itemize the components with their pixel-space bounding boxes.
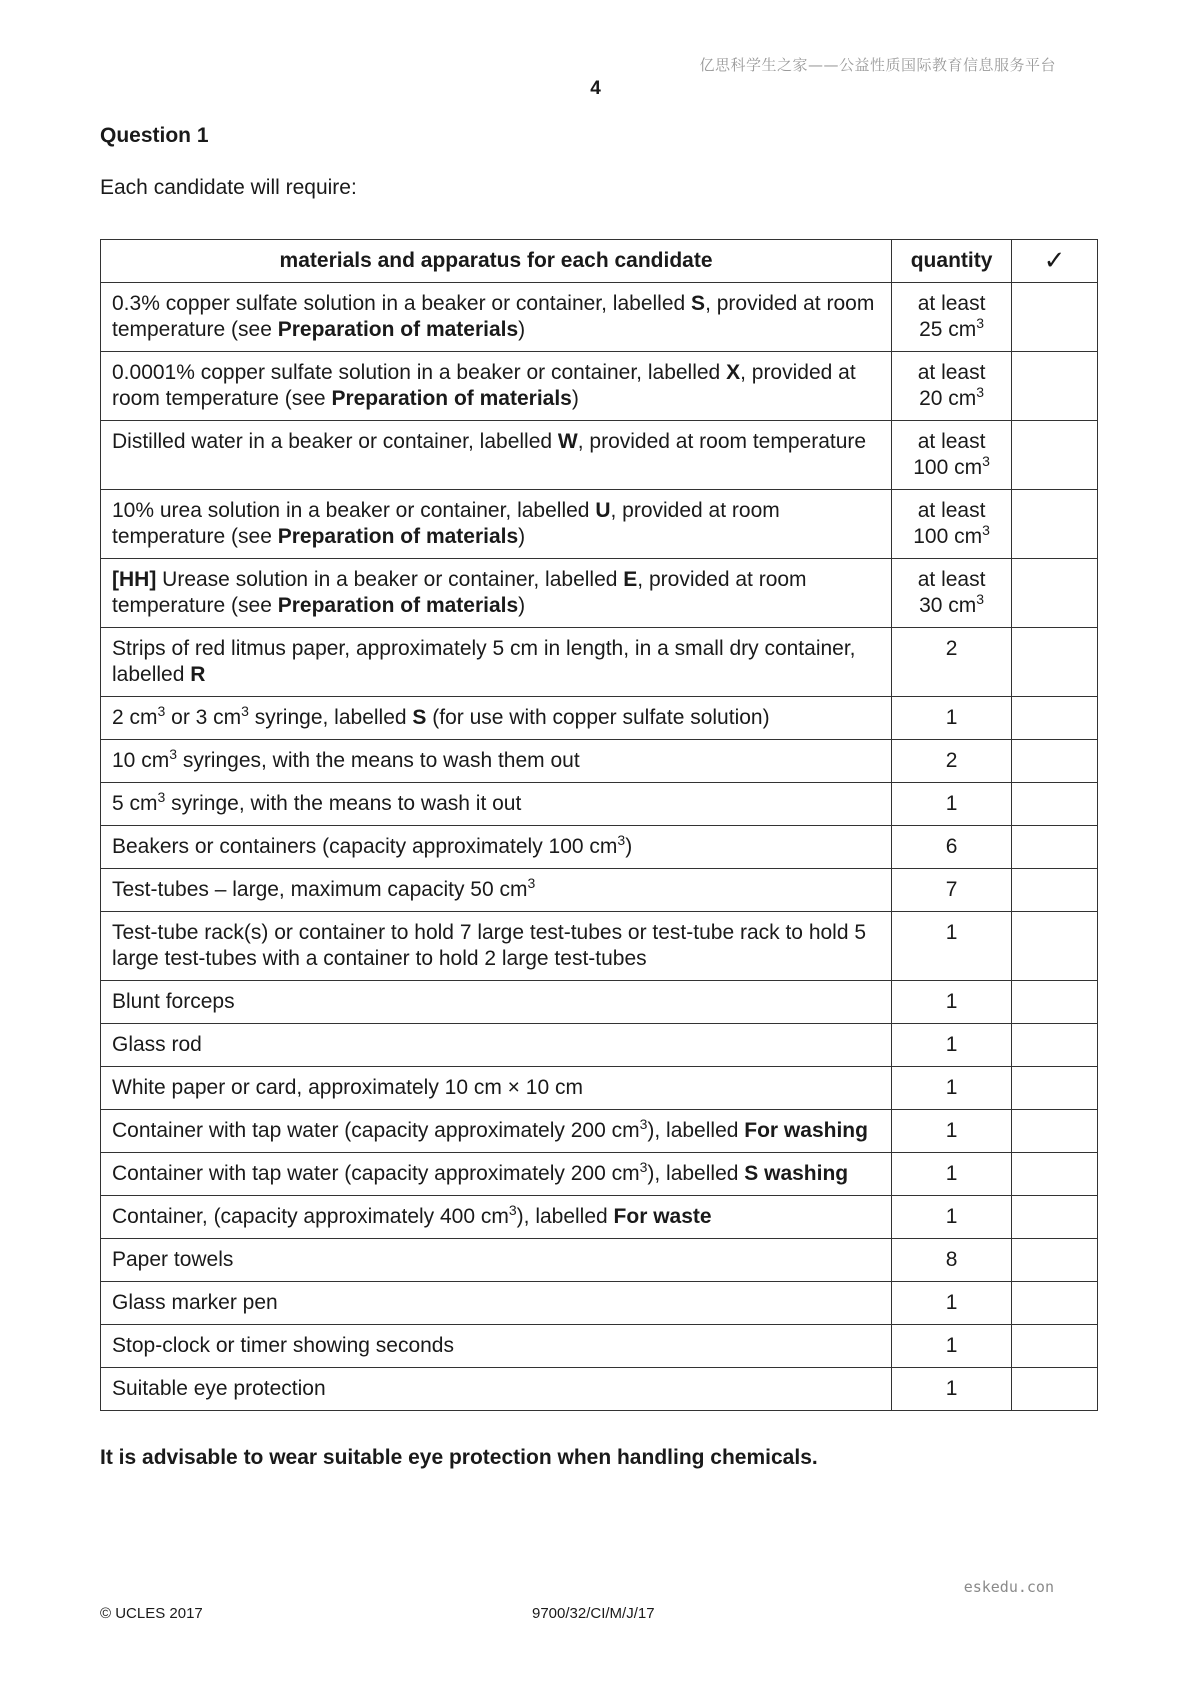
materials-table [100,239,1098,1411]
quantity-cell [892,1153,1012,1196]
text-segment: Test-tubes – large, maximum capacity 50 cm [112,878,528,901]
quantity-cell [892,1024,1012,1067]
text-segment: at least [917,499,986,522]
text-segment: 1 [945,706,958,729]
superscript: 3 [976,315,985,331]
item-cell [101,1024,892,1067]
item-cell [101,283,892,352]
text-segment: 1 [945,1334,958,1357]
item-cell [101,826,892,869]
check-cell [1012,421,1098,490]
table-row [101,697,1098,740]
text-segment: , provided at room temperature (see [112,499,780,548]
header-check [1012,240,1098,283]
check-cell [1012,628,1098,697]
check-cell [1012,559,1098,628]
quantity-cell [892,1239,1012,1282]
table-row [101,352,1098,421]
check-cell [1012,283,1098,352]
table-row [101,912,1098,981]
text-segment: Blunt forceps [112,990,235,1013]
text-segment: 20 cm [919,387,977,410]
check-cell [1012,1196,1098,1239]
quantity-cell [892,740,1012,783]
item-cell [101,869,892,912]
text-segment: 10% urea solution in a beaker or container, labelled [112,499,596,522]
quantity-cell [892,628,1012,697]
item-cell [101,1110,892,1153]
check-cell [1012,869,1098,912]
check-cell [1012,981,1098,1024]
text-segment: 2 [945,749,958,772]
check-cell [1012,740,1098,783]
text-segment: ) [571,387,579,410]
item-cell [101,1282,892,1325]
item-cell [101,783,892,826]
table-row [101,1024,1098,1067]
text-segment: Suitable eye protection [112,1377,326,1400]
text-segment: (for use with copper sulfate solution) [426,706,770,729]
quantity-cell [892,283,1012,352]
quantity-cell [892,352,1012,421]
table-row [101,1196,1098,1239]
check-cell [1012,1024,1098,1067]
item-cell [101,1196,892,1239]
table-row [101,1325,1098,1368]
text-segment: ) [625,835,633,858]
text-segment: ) [518,594,526,617]
text-segment: 1 [945,1162,958,1185]
item-cell [101,1153,892,1196]
bold-text: [HH] [112,568,157,591]
text-segment: 1 [945,1033,958,1056]
table-row [101,740,1098,783]
text-segment: Container with tap water (capacity approximately 200 cm [112,1119,640,1142]
table-row [101,1153,1098,1196]
quantity-cell [892,912,1012,981]
bold-text: Preparation of materials [331,387,572,410]
text-segment: Stop-clock or timer showing seconds [112,1334,454,1357]
text-segment: 0.3% copper sulfate solution in a beaker or container, labelled [112,292,692,315]
text-segment: Distilled water in a beaker or container, labelled [112,430,558,453]
table-row [101,559,1098,628]
text-segment: 1 [945,1291,958,1314]
item-cell [101,1325,892,1368]
item-cell [101,628,892,697]
superscript: 3 [241,703,249,719]
quantity-cell [892,869,1012,912]
table-row [101,1239,1098,1282]
text-segment: at least [917,568,986,591]
text-segment: at least [917,292,986,315]
text-segment: White paper or card, approximately 10 cm × 10 cm [112,1076,583,1099]
text-segment: Container, (capacity approximately 400 cm [112,1205,509,1228]
item-cell [101,981,892,1024]
bold-text: U [595,499,611,522]
footer-watermark: eskedu.con [963,1578,1054,1596]
table-row [101,981,1098,1024]
quantity-cell [892,490,1012,559]
text-segment: Test-tube rack(s) or container to hold 7 large test-tubes or test-tube rack to hold 5 large test-tubes with a container to hold 2 large test-tubes [112,921,867,970]
item-cell [101,1067,892,1110]
check-cell [1012,1325,1098,1368]
item-cell [101,912,892,981]
question-title: Question 1 [100,124,209,147]
superscript: 3 [157,703,166,719]
superscript: 3 [982,522,990,538]
item-cell [101,421,892,490]
table-row [101,628,1098,697]
item-cell [101,490,892,559]
quantity-cell [892,981,1012,1024]
check-cell [1012,1239,1098,1282]
table-row [101,490,1098,559]
table-row [101,783,1098,826]
superscript: 3 [976,591,985,607]
text-segment: Beakers or containers (capacity approximately 100 cm [112,835,618,858]
superscript: 3 [982,453,990,469]
bold-text: Preparation of materials [277,318,519,341]
text-segment: 7 [945,878,958,901]
text-segment: 1 [945,1076,958,1099]
text-segment: , provided at room temperature (see [112,292,875,341]
quantity-cell [892,559,1012,628]
superscript: 3 [527,875,536,891]
text-segment: ) [518,318,526,341]
bold-text: X [726,361,741,384]
check-mark-icon: ✓ [1043,244,1066,275]
intro-text: Each candidate will require: [100,176,357,199]
quantity-cell [892,1067,1012,1110]
check-cell [1012,697,1098,740]
check-cell [1012,912,1098,981]
text-segment: 25 cm [919,318,977,341]
text-segment: syringe, labelled [248,706,413,729]
page-number: 4 [590,78,601,99]
text-segment: syringe, with the means to wash it out [165,792,522,815]
bold-text: R [190,663,206,686]
bold-text: E [623,568,638,591]
text-segment: ), labelled [647,1119,745,1142]
check-cell [1012,1282,1098,1325]
quantity-cell [892,697,1012,740]
text-segment: Urease solution in a beaker or container, labelled [156,568,624,591]
text-segment: Glass rod [112,1033,202,1056]
text-segment: , provided at room temperature (see [112,568,807,617]
superscript: 3 [169,746,177,762]
item-cell [101,1368,892,1411]
text-segment: Glass marker pen [112,1291,278,1314]
superscript: 3 [976,384,985,400]
text-segment: 6 [945,835,958,858]
item-cell [101,740,892,783]
text-segment: 1 [945,792,958,815]
table-body [101,283,1098,1411]
quantity-cell [892,1325,1012,1368]
check-cell [1012,783,1098,826]
superscript: 3 [508,1202,517,1218]
bold-text: S washing [744,1162,849,1185]
text-segment: Paper towels [112,1248,234,1271]
text-segment: 1 [945,1205,958,1228]
table-row [101,1110,1098,1153]
item-cell [101,1239,892,1282]
text-segment: 1 [945,921,958,944]
quantity-cell [892,1196,1012,1239]
text-segment: 1 [945,1119,958,1142]
text-segment: , provided at room temperature (see [112,361,856,410]
text-segment: Strips of red litmus paper, approximately 5 cm in length, in a small dry container, labelled [112,637,856,686]
table-row [101,1067,1098,1110]
superscript: 3 [639,1116,648,1132]
text-segment: 5 cm [112,792,158,815]
text-segment: ), labelled [647,1162,745,1185]
text-segment: ), labelled [516,1205,614,1228]
text-segment: at least [917,361,986,384]
superscript: 3 [157,789,166,805]
header-materials: materials and apparatus for each candidate [101,240,892,283]
quantity-cell [892,1368,1012,1411]
text-segment: 1 [945,1377,958,1400]
quantity-cell [892,783,1012,826]
bold-text: W [557,430,578,453]
bold-text: S [412,706,427,729]
advisory-note: It is advisable to wear suitable eye protection when handling chemicals. [100,1446,818,1469]
text-segment: 2 [945,637,958,660]
bold-text: For washing [744,1119,868,1142]
text-segment: 8 [945,1248,958,1271]
text-segment: 100 cm [913,456,983,479]
bold-text: Preparation of materials [277,594,519,617]
superscript: 3 [639,1159,648,1175]
text-segment: 0.0001% copper sulfate solution in a beaker or container, labelled [112,361,727,384]
check-cell [1012,1153,1098,1196]
table-row [101,826,1098,869]
check-cell [1012,352,1098,421]
footer-code: 9700/32/CI/M/J/17 [532,1605,655,1622]
table-row [101,869,1098,912]
text-segment: 30 cm [919,594,977,617]
table-row [101,283,1098,352]
item-cell [101,352,892,421]
footer-copyright: © UCLES 2017 [100,1605,203,1622]
item-cell [101,559,892,628]
quantity-cell [892,1282,1012,1325]
quantity-cell [892,826,1012,869]
text-segment: 2 cm [112,706,158,729]
text-segment: 1 [945,990,958,1013]
text-segment: ) [518,525,526,548]
text-segment: syringes, with the means to wash them out [176,749,580,772]
check-cell [1012,1067,1098,1110]
bold-text: S [691,292,706,315]
header-quantity: quantity [892,240,1012,283]
header-watermark: 亿思科学生之家——公益性质国际教育信息服务平台 [699,56,1056,74]
check-cell [1012,826,1098,869]
quantity-cell [892,421,1012,490]
table-row [101,421,1098,490]
text-segment: 10 cm [112,749,170,772]
table-header-row [101,240,1098,283]
text-segment: at least [917,430,986,453]
item-cell [101,697,892,740]
text-segment: Container with tap water (capacity approximately 200 cm [112,1162,640,1185]
check-cell [1012,1368,1098,1411]
quantity-cell [892,1110,1012,1153]
bold-text: Preparation of materials [277,525,519,548]
check-cell [1012,490,1098,559]
text-segment: , provided at room temperature [577,430,867,453]
text-segment: 100 cm [913,525,983,548]
superscript: 3 [617,832,626,848]
table-row [101,1282,1098,1325]
check-cell [1012,1110,1098,1153]
text-segment: or 3 cm [165,706,242,729]
table-row [101,1368,1098,1411]
bold-text: For waste [613,1205,712,1228]
